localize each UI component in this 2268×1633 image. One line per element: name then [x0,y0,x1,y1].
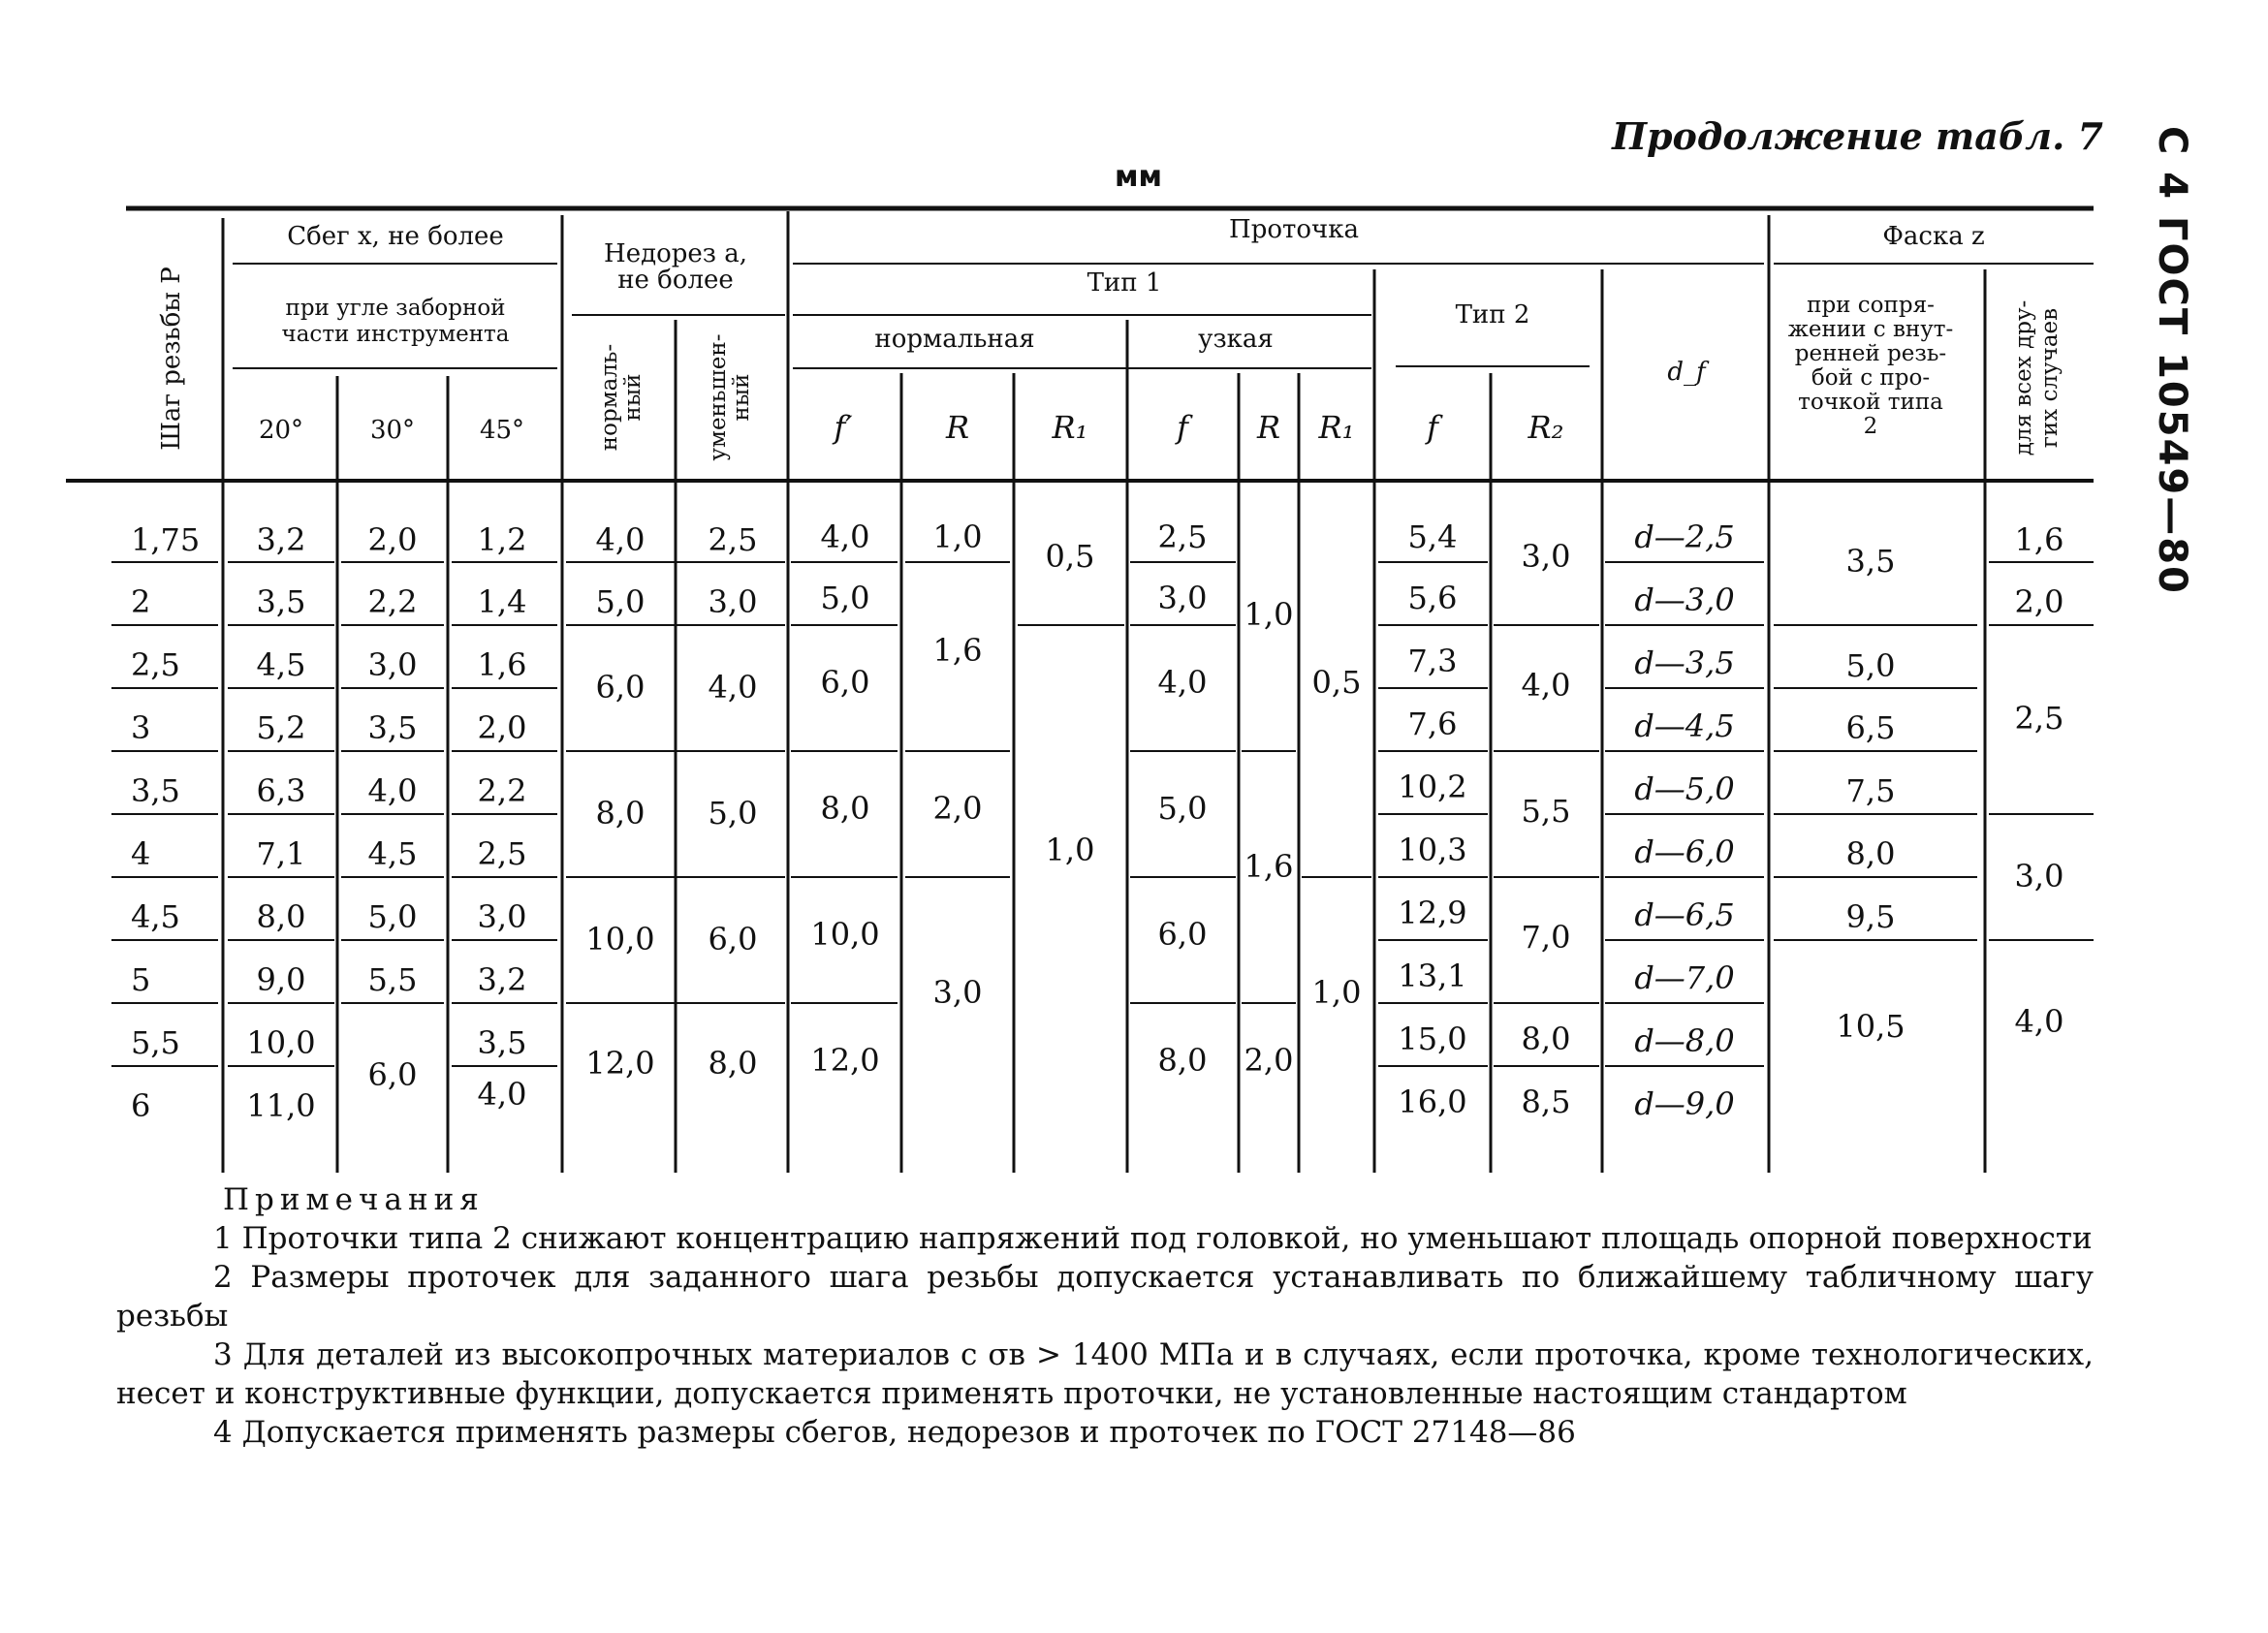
cell-t2-f: 5,4 [1407,518,1458,555]
cell-t1n-R: 1,6 [932,632,983,669]
header-sym-R1-narrow: R₁ [1318,409,1355,446]
header-chamfer-a-3: ренней резь- [1794,341,1947,366]
cell-runout-45: 2,5 [477,835,527,872]
cell-runout-20: 3,5 [256,583,306,620]
header-undercut-normal-1: нормаль- [597,343,622,452]
cell-undercut-reduced: 5,0 [708,795,758,832]
cell-runout-30: 4,0 [367,772,418,809]
header-chamfer-a-6: 2 [1863,414,1878,439]
header-sym-R: R [945,409,970,446]
header-type1: Тип 1 [1087,268,1162,298]
cell-pitch: 3 [131,709,151,746]
cell-runout-20: 6,3 [256,772,306,809]
cell-pitch: 2,5 [131,646,180,683]
cell-undercut-reduced: 3,0 [708,583,758,620]
cell-t2-R2: 7,0 [1521,919,1571,956]
header-chamfer-a-1: при сопря- [1807,293,1935,318]
cell-t2-f: 7,6 [1407,706,1458,742]
cell-t1n-f: 12,0 [810,1042,880,1079]
cell-t2-R2: 8,0 [1521,1021,1571,1057]
cell-runout-45: 1,4 [477,583,527,620]
header-pitch: Шаг резьбы P [157,267,186,451]
cell-chamfer-other: 1,6 [2014,521,2064,558]
cell-df: d—6,5 [1634,896,1735,933]
header-sym-f-type2: f [1427,409,1438,446]
cell-pitch: 4 [131,835,151,872]
header-sym-df: d_f [1667,358,1706,387]
cell-undercut-normal: 6,0 [595,669,646,706]
cell-runout-45: 3,0 [477,898,527,935]
cell-t2-f: 15,0 [1398,1021,1467,1057]
cell-chamfer-other: 4,0 [2014,1003,2064,1040]
cell-t2-f: 16,0 [1398,1083,1467,1120]
cell-t1n-R: 3,0 [932,974,983,1011]
cell-undercut-normal: 10,0 [585,921,655,958]
header-angle-30: 30° [369,416,416,445]
header-sym-R2: R₂ [1528,409,1564,446]
cell-pitch: 2 [131,583,151,620]
cell-runout-30: 2,0 [367,521,418,558]
header-chamfer: Фаска z [1882,222,1985,251]
header-angle-45: 45° [479,416,525,445]
cell-t1u-R1: 0,5 [1311,664,1362,701]
cell-t2-f: 7,3 [1407,643,1458,679]
header-sym-f: f [1177,409,1188,446]
cell-t2-R2: 3,0 [1521,538,1571,575]
cell-runout-30: 2,2 [367,583,418,620]
cell-runout-20: 3,2 [256,521,306,558]
cell-t1u-R1: 1,0 [1311,974,1362,1011]
cell-runout-30: 3,5 [367,709,418,746]
cell-t1u-f: 3,0 [1157,580,1208,616]
cell-df: d—4,5 [1634,707,1735,744]
cell-pitch: 6 [131,1087,151,1124]
cell-runout-20: 8,0 [256,898,306,935]
cell-pitch: 5 [131,961,151,998]
cell-chamfer-internal: 5,0 [1845,647,1896,684]
cell-runout-20: 5,2 [256,709,306,746]
cell-t1n-f: 8,0 [820,790,870,827]
header-runout-sub-1: при угле заборной [285,296,506,321]
cell-t2-R2: 5,5 [1521,793,1571,830]
table-notes [116,1180,2094,1452]
note-1: 1 Проточки типа 2 снижают концентрацию напряжений под головкой, но уменьшают площадь опорной поверхности [213,1221,2093,1256]
cell-undercut-reduced: 2,5 [708,521,758,558]
cell-pitch: 3,5 [131,772,180,809]
cell-chamfer-internal: 8,0 [1845,835,1896,872]
cell-df: d—3,0 [1634,581,1735,618]
header-normal: нормальная [874,325,1035,354]
cell-t1u-f: 5,0 [1157,790,1208,827]
cell-runout-45: 4,0 [477,1076,527,1113]
cell-runout-45: 2,2 [477,772,527,809]
cell-t1u-f: 8,0 [1157,1042,1208,1079]
header-angle-20: 20° [258,416,304,445]
units-label: мм [1115,160,1163,194]
cell-t1n-f: 10,0 [810,916,880,953]
cell-t1n-f: 5,0 [820,580,870,616]
header-chamfer-b-1: для всех дру- [2011,299,2036,456]
cell-df: d—3,5 [1634,644,1735,681]
header-sym-R-narrow: R [1256,409,1281,446]
cell-undercut-normal: 12,0 [585,1045,655,1082]
cell-df: d—2,5 [1634,518,1735,555]
cell-t2-R2: 4,0 [1521,667,1571,704]
cell-t2-f: 5,6 [1407,580,1458,616]
cell-t1n-R: 1,0 [932,518,983,555]
note-2: 2 Размеры проточек для заданного шага резьбы допускается устанавливать по ближайшему табличному шагу резьбы [116,1260,2094,1334]
cell-pitch: 1,75 [131,521,201,558]
cell-t1n-f: 4,0 [820,518,870,555]
cell-df: d—8,0 [1634,1022,1735,1059]
cell-runout-30: 5,0 [367,898,418,935]
table-body [131,518,2063,1124]
cell-runout-45: 1,2 [477,521,527,558]
cell-undercut-reduced: 4,0 [708,669,758,706]
cell-runout-45: 3,2 [477,961,527,998]
cell-t1n-R1: 0,5 [1045,538,1095,575]
header-groove: Проточка [1229,215,1359,244]
header-runout-sub-2: части инструмента [281,322,510,347]
cell-t2-f: 10,3 [1398,832,1467,868]
header-undercut-1: Недорез a, [604,239,747,268]
cell-t1u-R: 2,0 [1244,1042,1294,1079]
cell-runout-20: 4,5 [256,646,306,683]
table-rules [66,208,2094,1173]
cell-t2-f: 13,1 [1398,958,1467,994]
cell-df: d—5,0 [1634,770,1735,807]
header-sym-R1: R₁ [1052,409,1088,446]
cell-chamfer-internal: 3,5 [1845,543,1896,580]
cell-t2-f: 12,9 [1398,895,1467,931]
cell-runout-30: 5,5 [367,961,418,998]
table-continuation-caption: Продолжение табл. 7 [1612,114,2103,158]
cell-t1u-f: 6,0 [1157,916,1208,953]
header-chamfer-a-4: бой с про- [1811,365,1931,391]
cell-runout-20: 11,0 [246,1087,316,1124]
cell-runout-30: 6,0 [367,1056,418,1093]
header-undercut-reduced-1: уменьшен- [706,333,731,461]
cell-pitch: 4,5 [131,898,180,935]
cell-undercut-normal: 8,0 [595,795,646,832]
cell-undercut-normal: 5,0 [595,583,646,620]
header-undercut-normal-2: ный [620,373,646,422]
cell-runout-20: 9,0 [256,961,306,998]
cell-chamfer-other: 3,0 [2014,858,2064,895]
cell-undercut-reduced: 8,0 [708,1045,758,1082]
cell-chamfer-internal: 6,5 [1845,709,1896,746]
cell-runout-45: 2,0 [477,709,527,746]
header-undercut-2: не более [617,266,734,295]
cell-t2-f: 10,2 [1398,769,1467,805]
cell-df: d—9,0 [1634,1085,1735,1122]
cell-t1u-R: 1,0 [1244,596,1294,633]
header-chamfer-a-5: точкой типа [1798,390,1943,415]
cell-t1u-R: 1,6 [1244,848,1294,885]
header-chamfer-b-2: гих случаев [2037,307,2063,449]
header-sym-f-prime: f′ [834,409,853,446]
header-chamfer-a-2: жении с внут- [1787,317,1954,342]
cell-undercut-reduced: 6,0 [708,921,758,958]
cell-chamfer-other: 2,5 [2014,700,2064,737]
cell-runout-45: 3,5 [477,1024,527,1061]
page-running-head: С 4 ГОСТ 10549—80 [2150,126,2194,595]
cell-runout-20: 10,0 [246,1024,316,1061]
notes-title: Примечания [223,1182,485,1217]
cell-runout-20: 7,1 [256,835,306,872]
cell-undercut-normal: 4,0 [595,521,646,558]
cell-t2-R2: 8,5 [1521,1083,1571,1120]
cell-t1n-f: 6,0 [820,664,870,701]
cell-runout-45: 1,6 [477,646,527,683]
header-runout: Сбег x, не более [287,222,504,251]
note-4: 4 Допускается применять размеры сбегов, недорезов и проточек по ГОСТ 27148—86 [213,1415,1576,1450]
cell-t1u-f: 2,5 [1157,518,1208,555]
cell-pitch: 5,5 [131,1024,180,1061]
cell-df: d—7,0 [1634,959,1735,996]
cell-runout-30: 4,5 [367,835,418,872]
header-undercut-reduced-2: ный [729,373,754,422]
header-narrow: узкая [1198,325,1274,354]
cell-t1u-f: 4,0 [1157,664,1208,701]
header-type2: Тип 2 [1455,300,1530,330]
cell-chamfer-other: 2,0 [2014,583,2064,620]
cell-df: d—6,0 [1634,833,1735,870]
cell-chamfer-internal: 9,5 [1845,898,1896,935]
cell-t1n-R1: 1,0 [1045,832,1095,868]
cell-chamfer-internal: 10,5 [1836,1008,1906,1045]
cell-runout-30: 3,0 [367,646,418,683]
cell-chamfer-internal: 7,5 [1845,772,1896,809]
cell-t1n-R: 2,0 [932,790,983,827]
note-3: 3 Для деталей из высокопрочных материалов с σв > 1400 МПа и в случаях, если проточка, кроме технологических, несет и конструктивные функции, допускается применять проточки, не установленные настоящим стандартом [116,1337,2094,1411]
table-header [157,215,2063,460]
